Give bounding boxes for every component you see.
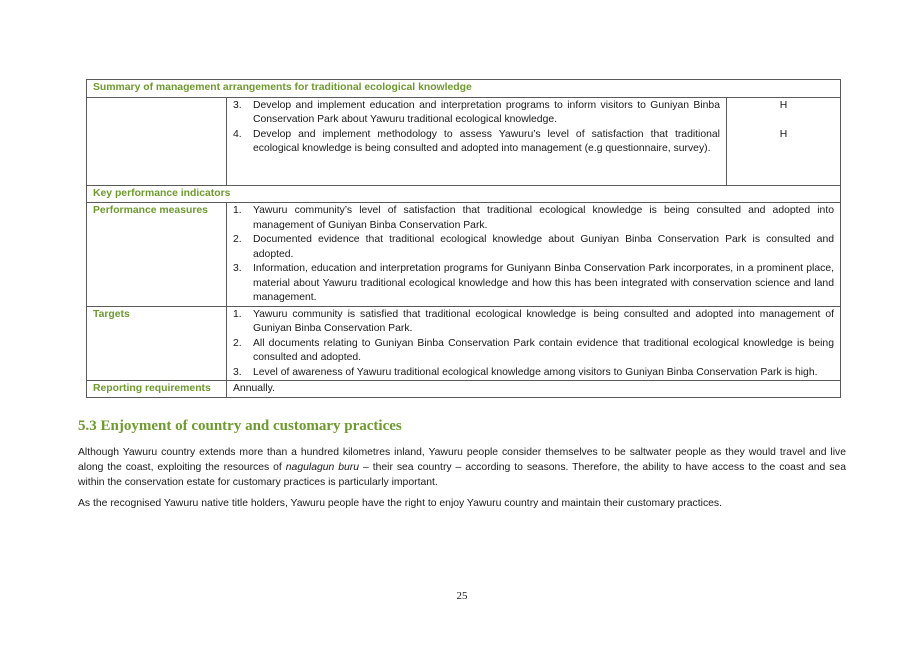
list-item: 1. Yawuru community’s level of satisfaction that traditional ecological knowledge is being consulted and adopted into management of Guniyan Binba Conservation Park. [233, 205, 834, 231]
page-number: 25 [456, 590, 468, 602]
actions-row [87, 97, 841, 185]
table-header-row [87, 80, 841, 98]
section-paragraph: Although Yawuru country extends more than a hundred kilometres inland, Yawuru people consider themselves to be saltwater people as they would travel and live along the coast, exploiting the resources of nagulagun buru – their sea country – according to seasons. Therefore, the ability to have access to the coast and sea within the conservation estate for customary practices is particularly important. [78, 447, 846, 488]
kpi-header-row [87, 185, 841, 203]
list-item: 3. Information, education and interpretation programs for Guniyann Binba Conservation Park incorporates, in a prominent place, material about Yawuru traditional ecological knowledge and how this has been integrated with conservation science and land management. [233, 263, 834, 303]
priority-value: H [779, 99, 788, 111]
performance-measures-list [227, 203, 841, 307]
kpi-header: Key performance indicators [87, 185, 841, 203]
section-heading: 5.3 Enjoyment of country and customary practices [78, 418, 402, 434]
table-header: Summary of management arrangements for traditional ecological knowledge [87, 80, 841, 98]
reporting-value: Annually. [227, 381, 841, 398]
actions-cell [227, 97, 727, 185]
management-summary-table [86, 79, 841, 398]
targets-list [227, 306, 841, 381]
list-item: 2. Documented evidence that traditional ecological knowledge about Guniyan Binba Conservation Park is consulted and adopted. [233, 234, 834, 260]
list-item: 3. Level of awareness of Yawuru traditional ecological knowledge among visitors to Guniyan Binba Conservation Park is high. [233, 366, 818, 378]
priority-value: H [779, 128, 788, 140]
targets-label: Targets [87, 306, 227, 381]
action-item: 3. Develop and implement education and interpretation programs to inform visitors to Guniyan Binba Conservation Park about Yawuru traditional ecological knowledge. [233, 99, 720, 125]
performance-measures-label: Performance measures [87, 203, 227, 307]
section-paragraph: As the recognised Yawuru native title holders, Yawuru people have the right to enjoy Yawuru country and maintain their customary practices. [78, 498, 722, 509]
priority-cell [727, 97, 841, 185]
list-item: 1. Yawuru community is satisfied that traditional ecological knowledge is being consulted and adopted into management of Guniyan Binba Conservation Park. [233, 308, 834, 334]
reporting-row [87, 381, 841, 398]
list-item: 2. All documents relating to Guniyan Binba Conservation Park contain evidence that traditional ecological knowledge is being consulted and adopted. [233, 337, 834, 363]
performance-measures-row [87, 203, 841, 307]
targets-row [87, 306, 841, 381]
action-item: 4. Develop and implement methodology to assess Yawuru’s level of satisfaction that traditional ecological knowledge is being consulted and adopted into management (e.g questionnaire, survey). [233, 128, 720, 154]
reporting-label: Reporting requirements [87, 381, 227, 398]
